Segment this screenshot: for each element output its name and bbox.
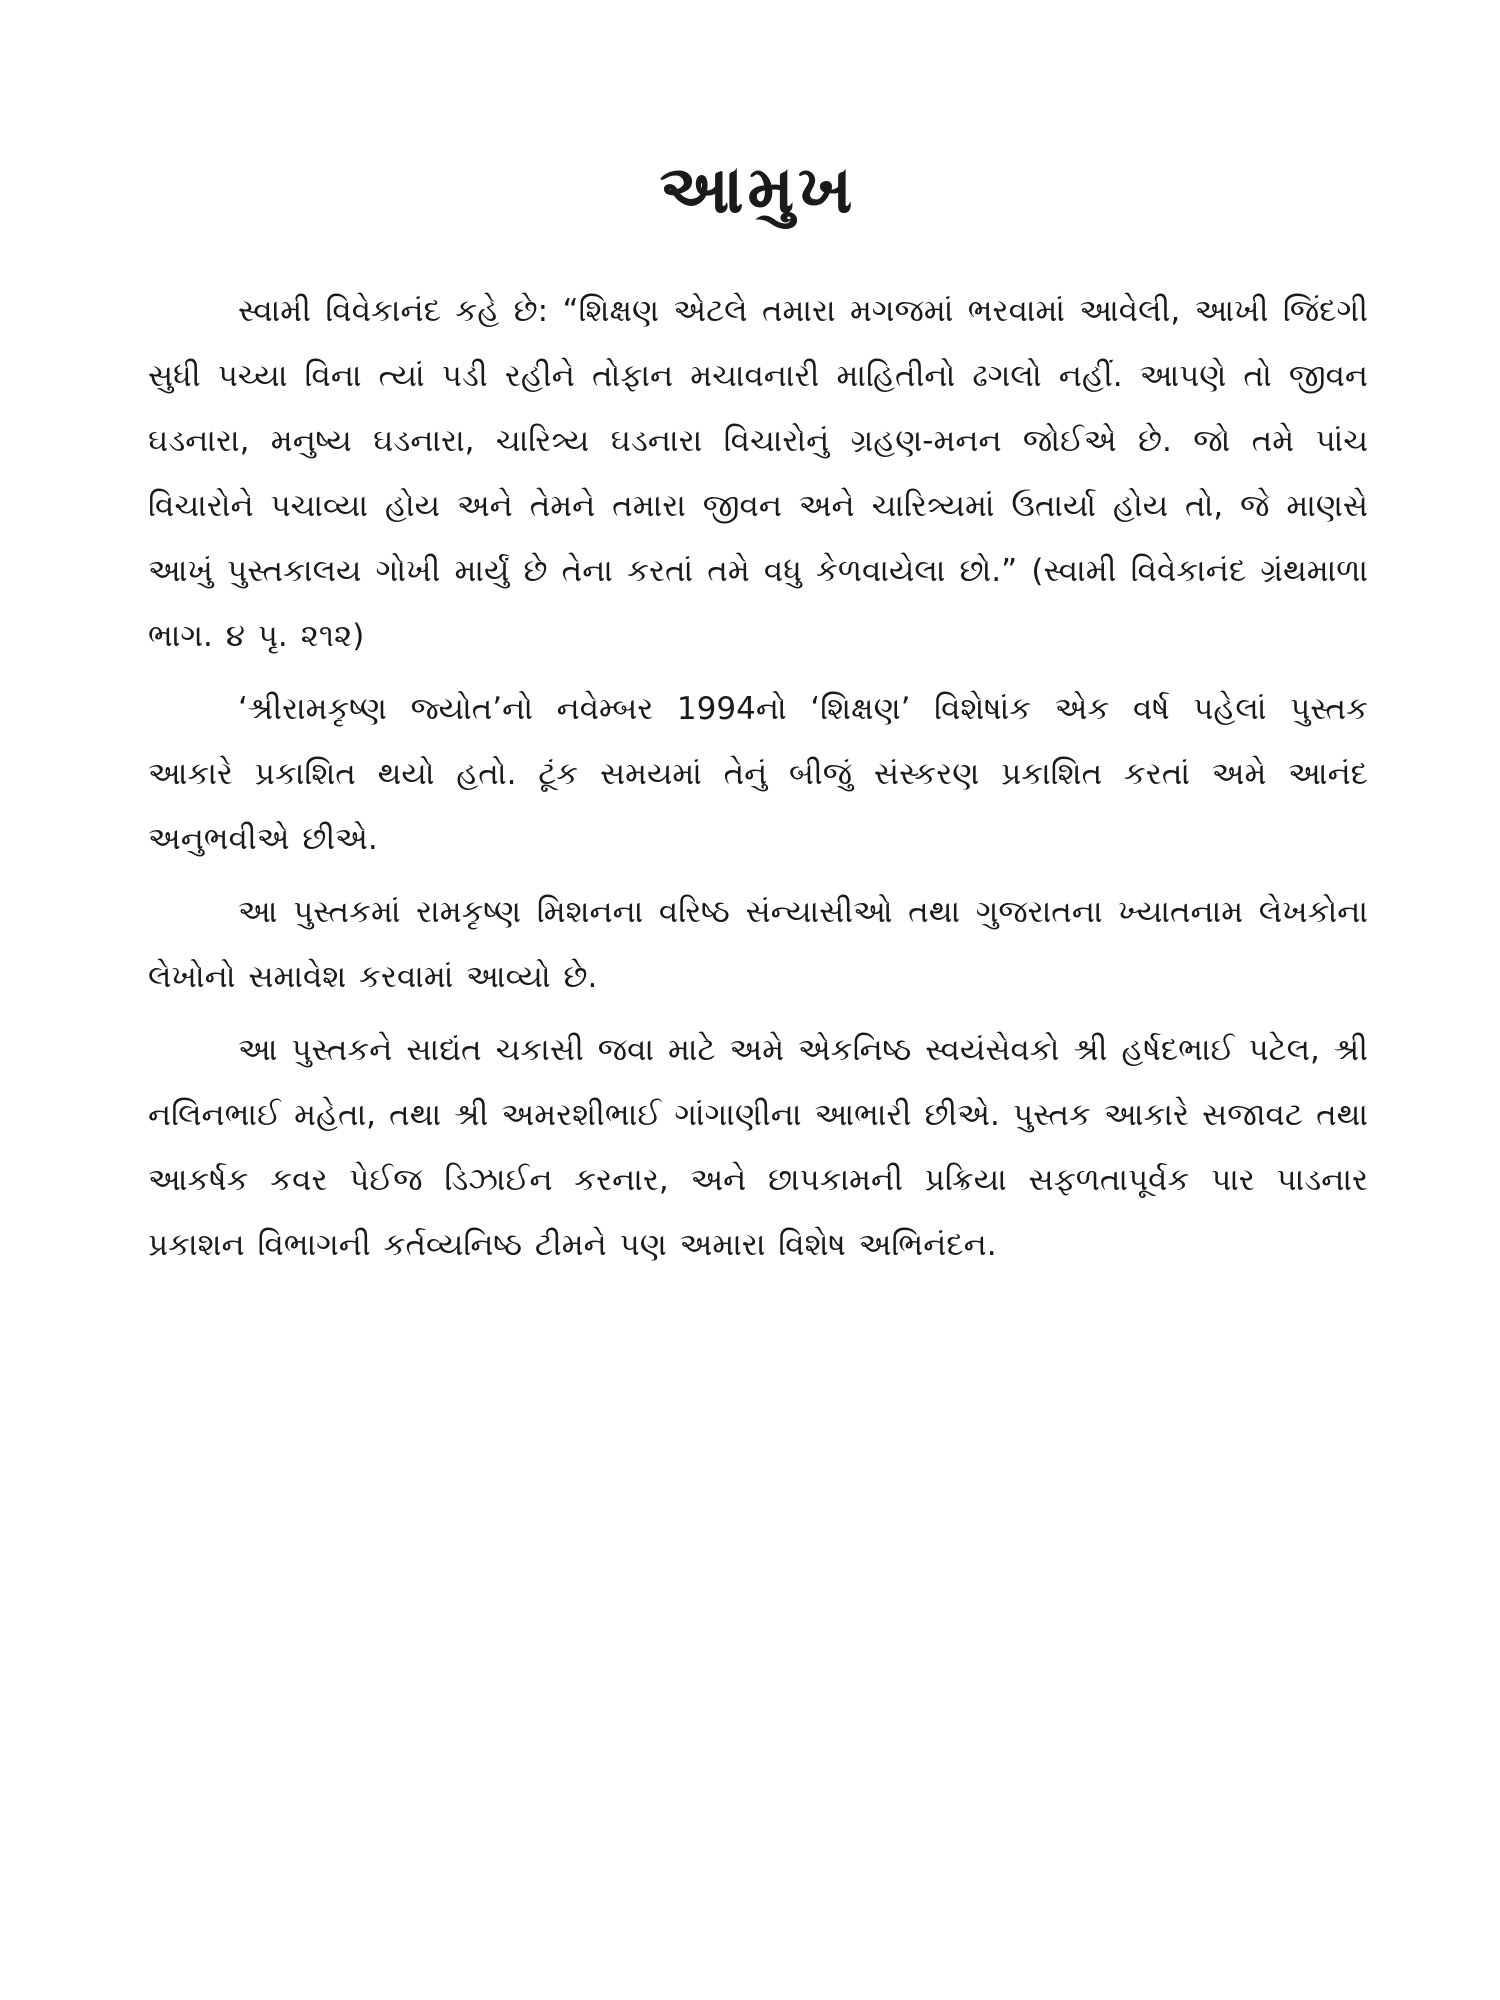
document-page [148, 150, 1368, 1286]
paragraph-contents: આ પુસ્તકમાં રામકૃષ્ણ મિશનના વરિષ્ઠ સંન્યાસીઓ તથા ગુજરાતના ખ્યાતનામ લેખકોના લેખોનો સમાવેશ કરવામાં આવ્યો છે. [148, 894, 1368, 996]
paragraph-publication: ‘શ્રીરામકૃષ્ણ જ્યોત’નો નવેમ્બર 1994નો ‘શિક્ષણ’ વિશેષાંક એક વર્ષ પહેલાં પુસ્તક આકારે પ્રકાશિત થયો હતો. ટૂંક સમયમાં તેનું બીજું સંસ્કરણ પ્રકાશિત કરતાં અમે આનંદ અનુભવીએ છીએ. [148, 691, 1368, 858]
paragraph-quote: સ્વામી વિવેકાનંદ કહે છે: “શિક્ષણ એટલે તમારા મગજમાં ભરવામાં આવેલી, આખી જિંદગી સુધી પચ્યા વિના ત્યાં પડી રહીને તોફાન મચાવનારી માહિતીનો ઢગલો નહીં. આપણે તો જીવન ઘડનારા, મનુષ્ય ઘડનારા, ચારિત્ર્ય ઘડનારા વિચારોનું ગ્રહણ-મનન જોઈએ છે. જો તમે પાંચ વિચારોને પચાવ્યા હોય અને તેમને તમારા જીવન અને ચારિત્ર્યમાં ઉતાર્યા હોય તો, જે માણસે આખું પુસ્તકાલય ગોખી માર્યું છે તેના કરતાં તમે વધુ કેળવાયેલા છો.” (સ્વામી વિવેકાનંદ ગ્રંથમાળા ભાગ. ૪ પૃ. ૨૧૨) [148, 293, 1368, 655]
paragraph-acknowledgements: આ પુસ્તકને સાદ્યંત ચકાસી જવા માટે અમે એકનિષ્ઠ સ્વયંસેવકો શ્રી હર્ષદભાઈ પટેલ, શ્રી નલિનભાઈ મહેતા, તથા શ્રી અમરશીભાઈ ગાંગાણીના આભારી છીએ. પુસ્તક આકારે સજાવટ તથા આકર્ષક કવર પેઈજ ડિઝાઈન કરનાર, અને છાપકામની પ્રક્રિયા સફળતાપૂર્વક પાર પાડનાર પ્રકાશન વિભાગની કર્તવ્યનિષ્ઠ ટીમને પણ અમારા વિશેષ અભિનંદન. [148, 1032, 1368, 1264]
page-title: આમુખ [659, 151, 857, 228]
